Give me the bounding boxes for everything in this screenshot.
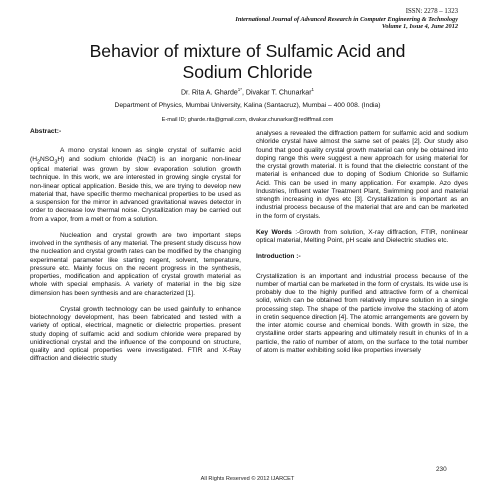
author-2-affil-mark: 1 [311,87,315,92]
right-column [256,130,468,363]
journal-header [235,8,458,31]
abstract-paragraph-2: Nucleation and crystal growth are two important steps involved in the synthesis of any material. The present study discuss how the nucleation and crystal growth rates can be modified by the changing experimental parameter like starting regent, solvent, temperature, pressure etc. Mainly focus on the recent progress in the synthesis, properties, modification and application of crystal growth material as whole with special emphasis. A variety of material in the big size dimension has been synthesis and are characterized [1]. [30,231,241,297]
author-emails: E-mail ID; gharde.rita@gmail.com, divakar.chunarkar@rediffmail.com [161,117,334,123]
volume-info: Volume 1, Issue 4, June 2012 [381,23,458,31]
abstract-heading: Abstract:- [30,128,62,135]
author-2: Divakar T. Chunarkar [245,89,312,97]
author-separator: , [242,89,246,97]
keywords-text: :-Growth from solution, X-ray diffraction, FTIR, nonlinear optical material, Melting Point, pH scale and Dielectric studies etc. [256,228,468,244]
title-line-2: Sodium Chloride [182,62,313,82]
introduction-paragraph: Crystallization is an important and industrial process because of the number of martial can be marketed in the form of crystals. Its wide use is probably due to the highly purified and attractive form of a chemical solid, which can be obtained from relatively impure solution in a single processing step. The shape of the particle involve the stacking of atom in cretin sequence direction [4]. The atomic arrangements are govern by the inter atomic course and chemical bonds. With growth in size, the crystalline order starts appearing and ultimately result in chunks of In a particle, the ratio of number of atom, on the surface to the total number of atom is matter exhibiting solid like properties inversely [256,272,468,354]
abstract-text: H) and sodium chloride (NaCl) is an inorganic non-linear optical material was grown by slow evaporation solution growth technique. In this work, we are interested in growing single crystal for non-linear optical application. Beside this, we are trying to develop new material that, have specific thermo mechanical properties to be used as a suspension for the mirror in advanced gravitational waves detector in order to decrease low thermal noise. Crystallization may be carried out from a vapor, from a melt or from a solution. [30,155,241,223]
abstract-text: A mono crystal known as single crystal of sulfamic acid (H [30,147,241,163]
left-column [30,128,241,372]
issn: ISSN: 2278 – 1323 [405,8,458,15]
abstract-paragraph-3: Crystal growth technology can be used gainfully to enhance biotechnology development, has been fabricated and tested with a variety of optical, electrical, magnetic or dielectric properties. present study doping of sulfamic acid and sodium chloride were prepared by unidirectional crystal and the influence of the compound on structure, quality and optical properties were investigated. FTIR and X-Ray diffraction and dielectric study [30,305,241,363]
body-paragraph: analyses a revealed the diffraction pattern for sulfamic acid and sodium chloride crystal have almost the same set of peaks [2]. Our study also found that good quality crystal growth material can only be obtained into doping range this were suggest a new approach for using material for the crystal growth material. It is found that the dielectric constant of the material is enhanced due to doping of Sodium Chloride so Sulfamic Acid. This can be used in many application. For example. Azo dyes Industries, Influent water Treatment Plant, Swimming pool and material strength increasing in dyes etc [3]. Crystallization is important as an industrial process because of the material that are and can be marketed in the form of crystals. [256,130,468,220]
authors [40,87,455,96]
abstract-text: NSO [40,155,55,163]
author-1-affil-mark: 1* [237,87,243,92]
subscript: 2 [36,158,41,165]
title-line-1: Behavior of mixture of Sulfamic Acid and [89,41,406,61]
paper-title [40,41,455,83]
affiliation: Department of Physics, Mumbai University, Kalina (Santacruz), Mumbai – 400 008. (India) [114,102,381,109]
abstract-paragraph-1 [30,147,241,224]
journal-name: International Journal of Advanced Research in Computer Engineering & Technology [235,15,458,23]
author-1: Dr. Rita A. Gharde [180,89,238,97]
keywords-label: Key Words [256,228,292,236]
copyright-footer: All Rights Reserved © 2012 IJARCET [200,476,295,482]
page-number: 230 [436,466,447,473]
introduction-heading: Introduction :- [256,253,301,261]
keywords [256,229,468,246]
subscript: 3 [54,158,58,165]
